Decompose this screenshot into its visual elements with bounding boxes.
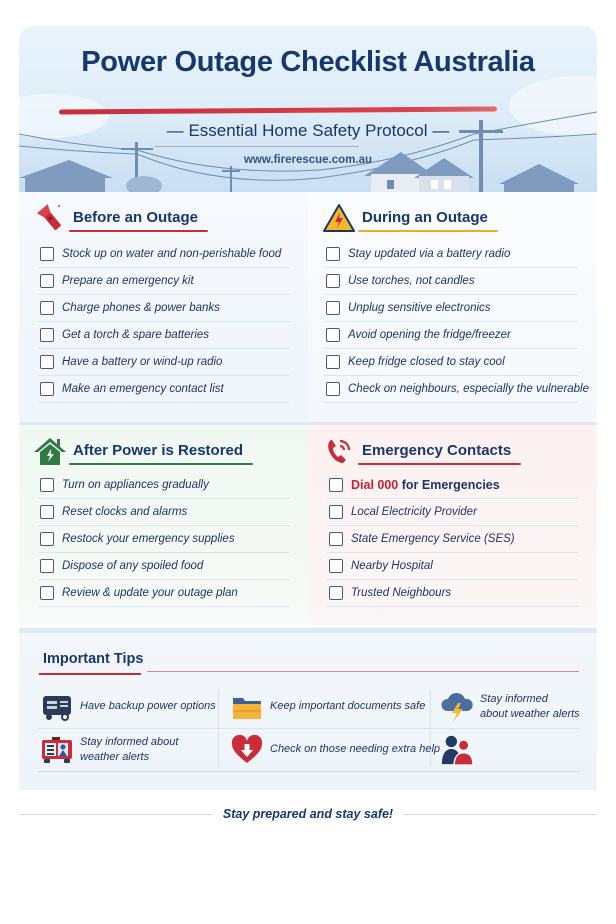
checkbox[interactable]: [40, 382, 54, 396]
checklist-item[interactable]: Charge phones & power banks: [38, 295, 290, 322]
page-subtitle: — Essential Home Safety Protocol —: [166, 121, 450, 140]
checkbox[interactable]: [326, 355, 340, 369]
people-icon: [440, 733, 474, 767]
section-header: [322, 435, 511, 467]
header-banner: [19, 26, 597, 192]
checkbox[interactable]: [326, 274, 340, 288]
tips-grid: [38, 685, 580, 771]
checklist-item[interactable]: Have a battery or wind-up radio: [38, 349, 290, 376]
storm-cloud-icon: [440, 690, 474, 724]
checklist-item[interactable]: Avoid opening the fridge/freezer: [324, 322, 578, 349]
tips-title-underline: [39, 673, 141, 675]
heart-icon: [230, 733, 264, 767]
checklist-item[interactable]: Check on neighbours, especially the vulnerable: [324, 376, 578, 403]
checklist-item[interactable]: Reset clocks and alarms: [38, 499, 290, 526]
checklist-item[interactable]: Get a torch & spare batteries: [38, 322, 290, 349]
checkbox[interactable]: [40, 586, 54, 600]
checklist-contacts: [327, 472, 579, 607]
website-url[interactable]: www.firerescue.com.au: [243, 154, 373, 166]
checkbox[interactable]: [329, 532, 343, 546]
checklist-item[interactable]: Stay updated via a battery radio: [324, 241, 578, 268]
footer-rule-left: [19, 814, 213, 815]
tips-title: Important Tips: [43, 651, 144, 667]
checklist-item[interactable]: Use torches, not candles: [324, 268, 578, 295]
checkbox[interactable]: [326, 328, 340, 342]
checkbox[interactable]: [40, 532, 54, 546]
footer-slogan: Stay prepared and stay safe!: [222, 807, 394, 821]
checkbox[interactable]: [40, 355, 54, 369]
tips-rule: [147, 671, 579, 672]
checkbox[interactable]: [40, 505, 54, 519]
section-emergency-contacts: [308, 425, 597, 625]
checklist-item[interactable]: Nearby Hospital: [327, 553, 579, 580]
checklist-item[interactable]: Prepare an emergency kit: [38, 268, 290, 295]
warning-lightning-icon: [322, 202, 356, 234]
house-right: [499, 164, 579, 192]
checklist-item-dial-000[interactable]: Dial 000 for Emergencies: [327, 472, 579, 499]
checkbox[interactable]: [329, 505, 343, 519]
torch-icon: [33, 202, 67, 234]
checklist-item[interactable]: Dispose of any spoiled food: [38, 553, 290, 580]
checklist-during: [324, 241, 590, 403]
folder-icon: [230, 690, 264, 724]
subtitle-divider: [155, 146, 359, 147]
checklist-item[interactable]: Unplug sensitive electronics: [324, 295, 578, 322]
checklist-item[interactable]: Local Electricity Provider: [327, 499, 579, 526]
checkbox[interactable]: [40, 274, 54, 288]
checklist-item[interactable]: Trusted Neighbours: [327, 580, 579, 607]
checkbox[interactable]: [326, 301, 340, 315]
checkbox[interactable]: [40, 328, 54, 342]
radio-kit-icon: [40, 733, 74, 767]
emergency-number: Dial 000: [351, 478, 399, 492]
phone-icon: [322, 435, 356, 467]
checkbox[interactable]: [329, 586, 343, 600]
checkbox[interactable]: [326, 247, 340, 261]
section-title: Before an Outage: [73, 209, 198, 228]
tip-item: Keep important documents safe: [230, 685, 425, 728]
tip-item: [440, 728, 474, 771]
checkbox[interactable]: [40, 247, 54, 261]
footer: [19, 803, 597, 825]
tip-text: Stay informed about weather alerts: [80, 735, 179, 763]
section-header: [33, 435, 243, 467]
checkbox[interactable]: [40, 559, 54, 573]
checklist-item[interactable]: Review & update your outage plan: [38, 580, 290, 607]
section-before-outage: [19, 192, 308, 422]
checklist-item[interactable]: State Emergency Service (SES): [327, 526, 579, 553]
tip-item: Check on those needing extra help: [230, 728, 440, 771]
tip-text: Stay informed about weather alerts: [480, 692, 580, 720]
checklist-before: [38, 241, 290, 403]
checklist-after: [38, 472, 290, 607]
section-title: Emergency Contacts: [362, 442, 511, 461]
checkbox[interactable]: [40, 478, 54, 492]
checkbox[interactable]: [329, 559, 343, 573]
checklist-item[interactable]: Keep fridge closed to stay cool: [324, 349, 578, 376]
tip-item: Have backup power options: [40, 685, 216, 728]
tip-item: [440, 685, 580, 728]
important-tips-panel: [19, 628, 597, 790]
checkbox[interactable]: [40, 301, 54, 315]
checklist-item[interactable]: Turn on appliances gradually: [38, 472, 290, 499]
checkbox[interactable]: [329, 478, 343, 492]
section-title: During an Outage: [362, 209, 488, 228]
section-title: After Power is Restored: [73, 442, 243, 461]
generator-icon: [40, 690, 74, 724]
checkbox[interactable]: [326, 382, 340, 396]
checklist-item[interactable]: Make an emergency contact list: [38, 376, 290, 403]
house-icon: [33, 435, 67, 467]
page-title: Power Outage Checklist Australia: [81, 46, 535, 78]
section-during-outage: [308, 192, 597, 422]
section-header: [322, 202, 488, 234]
section-after-restored: [19, 425, 308, 625]
checklist-item[interactable]: Stock up on water and non-perishable food: [38, 241, 290, 268]
footer-rule-right: [403, 814, 597, 815]
checklist-item[interactable]: Restock your emergency supplies: [38, 526, 290, 553]
tip-item: [40, 728, 178, 771]
section-header: [33, 202, 198, 234]
